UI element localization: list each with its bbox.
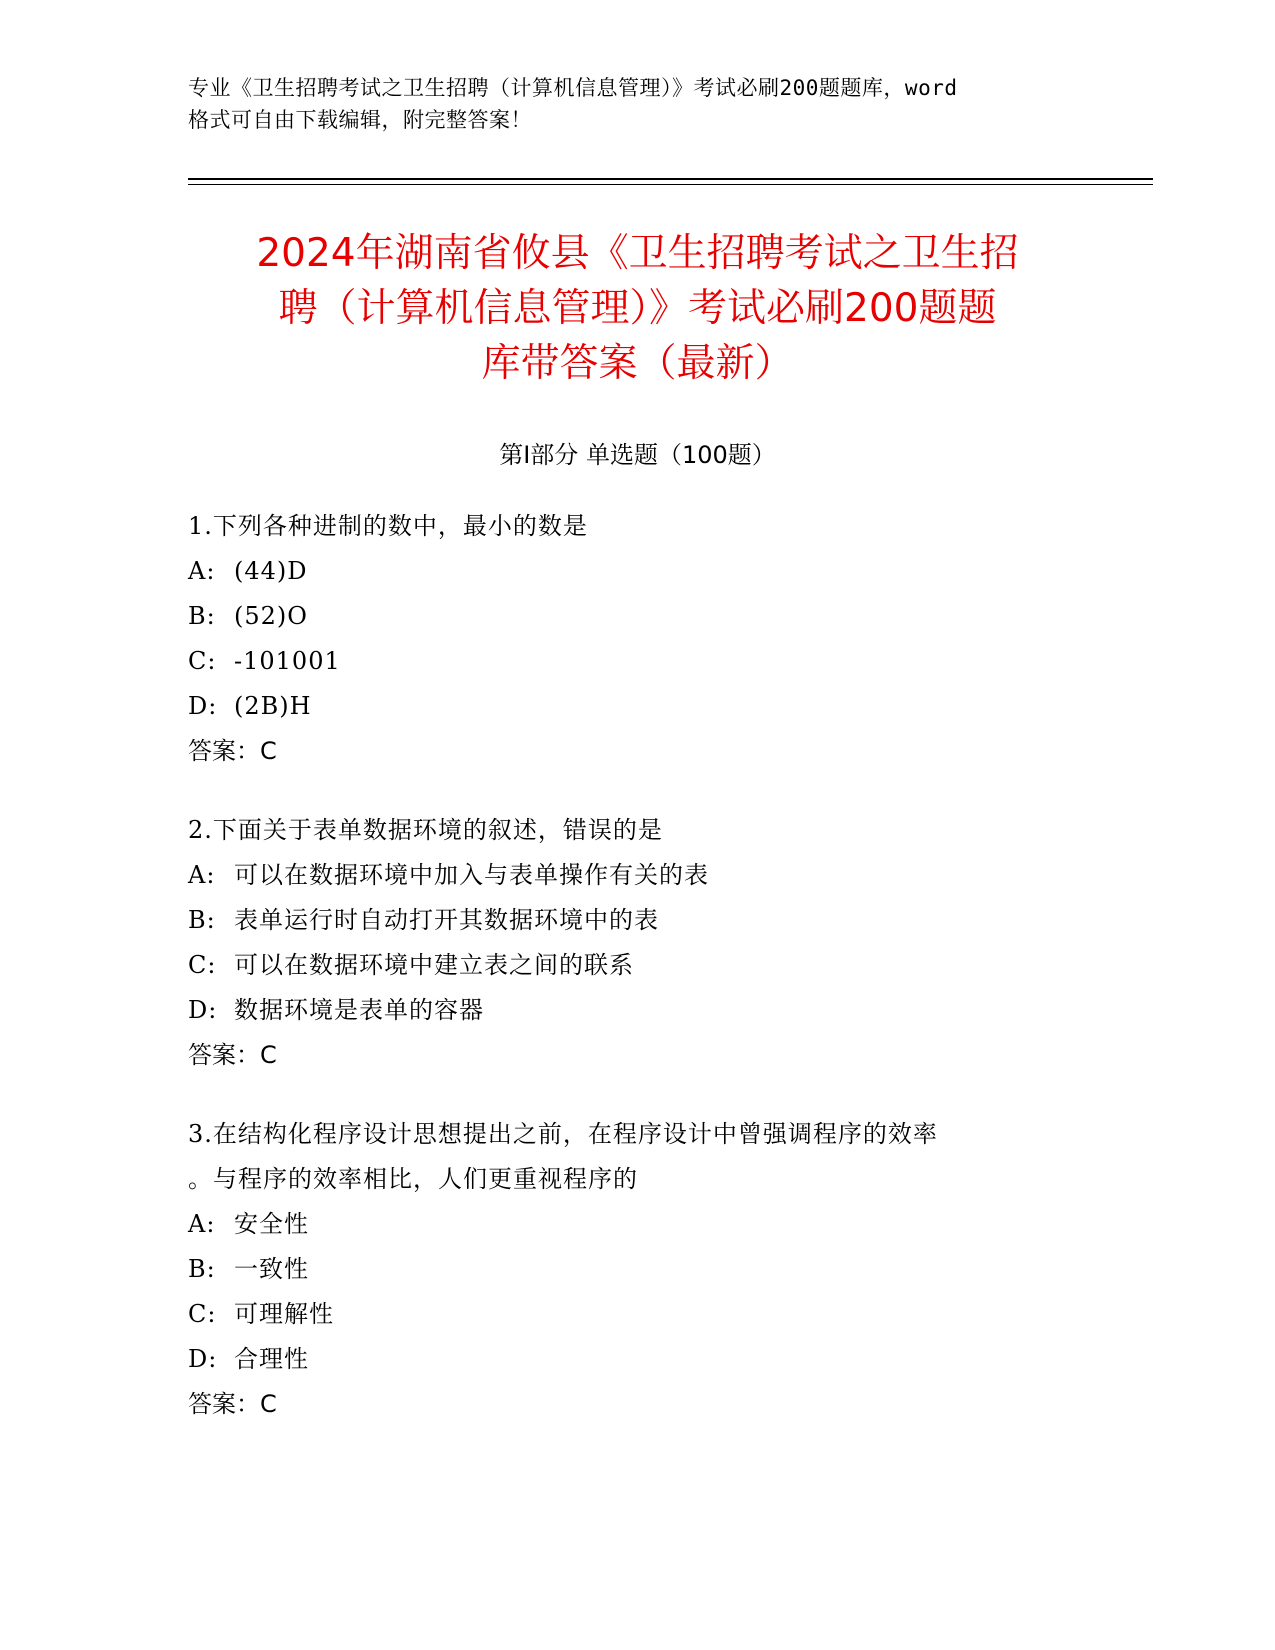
option-text: 可理解性 xyxy=(234,1300,334,1328)
option-d xyxy=(188,1337,1088,1382)
option-text: 一致性 xyxy=(234,1255,309,1283)
answer: 答案：C xyxy=(188,1390,277,1418)
option-a xyxy=(188,549,1088,594)
title-line-3: 库带答案（最新） xyxy=(481,341,794,386)
option-key: B: xyxy=(188,906,216,934)
document-header xyxy=(188,72,1088,136)
option-text: 可以在数据环境中加入与表单操作有关的表 xyxy=(234,861,709,889)
option-text: 表单运行时自动打开其数据环境中的表 xyxy=(234,906,659,934)
option-key: D: xyxy=(188,1345,218,1373)
header-divider-thin xyxy=(188,184,1153,185)
answer: 答案：C xyxy=(188,737,277,765)
question-stem: 3.在结构化程序设计思想提出之前，在程序设计中曾强调程序的效率 xyxy=(188,1120,938,1148)
header-divider-thick xyxy=(188,178,1153,180)
option-key: A: xyxy=(188,557,216,585)
option-text: 数据环境是表单的容器 xyxy=(234,996,484,1024)
option-text: (44)D xyxy=(234,557,308,585)
option-text: (2B)H xyxy=(234,692,312,720)
option-key: A: xyxy=(188,861,216,889)
option-c xyxy=(188,1292,1088,1337)
document-title xyxy=(150,226,1125,391)
option-text: 可以在数据环境中建立表之间的联系 xyxy=(234,951,634,979)
question-stem: 2.下面关于表单数据环境的叙述，错误的是 xyxy=(188,816,663,844)
question-stem-continued: 。与程序的效率相比，人们更重视程序的 xyxy=(188,1165,638,1193)
title-line-2: 聘（计算机信息管理）》考试必刷200题题 xyxy=(278,286,997,331)
question-1 xyxy=(188,504,1088,774)
option-a xyxy=(188,1202,1088,1247)
option-key: D: xyxy=(188,996,218,1024)
option-text: 安全性 xyxy=(234,1210,309,1238)
option-a xyxy=(188,853,1088,898)
option-text: (52)O xyxy=(234,602,308,630)
option-b xyxy=(188,1247,1088,1292)
option-d xyxy=(188,684,1088,729)
option-text: 合理性 xyxy=(234,1345,309,1373)
question-3 xyxy=(188,1112,1088,1427)
header-line-2: 格式可自由下载编辑，附完整答案！ xyxy=(188,108,532,132)
question-2 xyxy=(188,808,1088,1078)
option-key: B: xyxy=(188,1255,216,1283)
option-key: C: xyxy=(188,647,217,675)
question-stem: 1.下列各种进制的数中，最小的数是 xyxy=(188,512,588,540)
option-key: B: xyxy=(188,602,216,630)
option-key: A: xyxy=(188,1210,216,1238)
option-b xyxy=(188,594,1088,639)
option-key: C: xyxy=(188,951,217,979)
option-b xyxy=(188,898,1088,943)
title-line-1: 2024年湖南省攸县《卫生招聘考试之卫生招 xyxy=(256,231,1019,276)
option-d xyxy=(188,988,1088,1033)
option-key: C: xyxy=(188,1300,217,1328)
section-heading: 第Ⅰ部分 单选题（100题） xyxy=(499,441,776,469)
option-text: -101001 xyxy=(234,647,341,675)
option-key: D: xyxy=(188,692,218,720)
option-c xyxy=(188,943,1088,988)
option-c xyxy=(188,639,1088,684)
header-line-1: 专业《卫生招聘考试之卫生招聘（计算机信息管理）》考试必刷200题题库，word xyxy=(188,76,958,100)
answer: 答案：C xyxy=(188,1041,277,1069)
